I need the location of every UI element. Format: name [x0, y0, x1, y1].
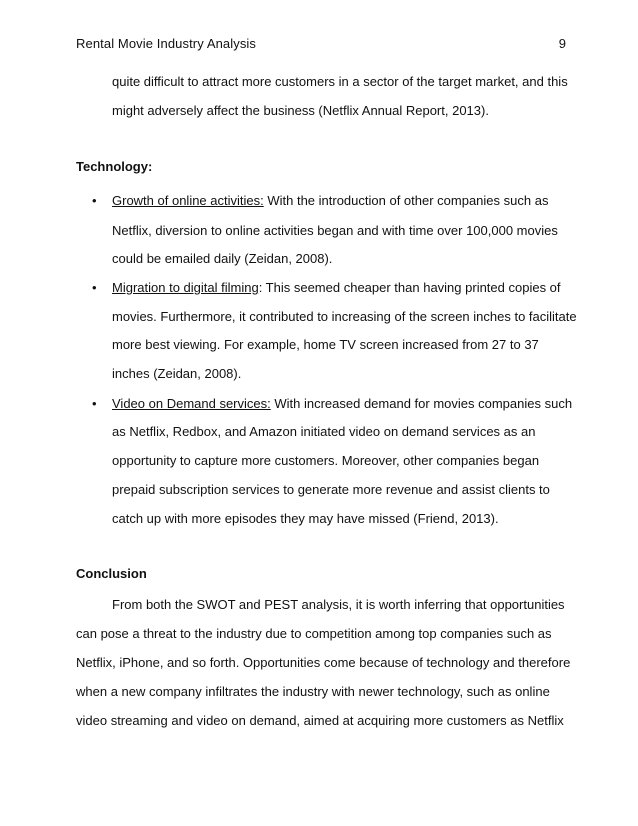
- running-head: Rental Movie Industry Analysis: [76, 36, 257, 51]
- bullet-icon: •: [92, 280, 97, 295]
- conclusion-line-4: when a new company infiltrates the industry with newer technology, such as online: [76, 684, 550, 699]
- continuation-line-1: quite difficult to attract more customers in a sector of the target market, and this: [112, 74, 568, 89]
- conclusion-line-3: Netflix, iPhone, and so forth. Opportunities come because of technology and therefore: [76, 655, 571, 670]
- bullet-2-line-1: [112, 280, 561, 296]
- bullet-3-term: Video on Demand services:: [112, 396, 271, 411]
- bullet-2-line-4: inches (Zeidan, 2008).: [112, 366, 242, 381]
- conclusion-heading: Conclusion: [76, 566, 147, 581]
- continuation-line-2: might adversely affect the business (Netflix Annual Report, 2013).: [112, 103, 489, 118]
- conclusion-line-1: From both the SWOT and PEST analysis, it is worth inferring that opportunities: [112, 597, 565, 612]
- conclusion-line-5: video streaming and video on demand, aimed at acquiring more customers as Netflix: [76, 713, 564, 728]
- bullet-1-line-2: Netflix, diversion to online activities began and with time over 100,000 movies: [112, 223, 558, 238]
- bullet-3-line-3: opportunity to capture more customers. Moreover, other companies began: [112, 453, 540, 468]
- page-number: 9: [558, 36, 566, 51]
- bullet-icon: •: [92, 193, 97, 208]
- bullet-2-line-3: more best viewing. For example, home TV screen increased from 27 to 37: [112, 337, 539, 352]
- bullet-2-term: Migration to digital filming: [112, 280, 259, 295]
- bullet-3-line-2: as Netflix, Redbox, and Amazon initiated video on demand services as an: [112, 424, 536, 439]
- bullet-icon: •: [92, 396, 97, 411]
- bullet-3-line-4: prepaid subscription services to generate more revenue and assist clients to: [112, 482, 550, 497]
- conclusion-line-2: can pose a threat to the industry due to competition among top companies such as: [76, 626, 552, 641]
- bullet-3-line-5: catch up with more episodes they may have missed (Friend, 2013).: [112, 511, 499, 526]
- bullet-2-first-rest: : This seemed cheaper than having printed copies of: [258, 280, 561, 295]
- bullet-1-first-rest: With the introduction of other companies such as: [263, 193, 549, 208]
- bullet-1-term: Growth of online activities:: [112, 193, 264, 208]
- bullet-3-first-rest: With increased demand for movies companies such: [270, 396, 573, 411]
- bullet-1-line-1: [112, 193, 548, 209]
- bullet-3-line-1: [112, 396, 572, 412]
- bullet-2-line-2: movies. Furthermore, it contributed to increasing of the screen inches to facilitate: [112, 309, 577, 324]
- bullet-1-line-3: could be emailed daily (Zeidan, 2008).: [112, 251, 333, 266]
- technology-heading: Technology:: [76, 159, 153, 174]
